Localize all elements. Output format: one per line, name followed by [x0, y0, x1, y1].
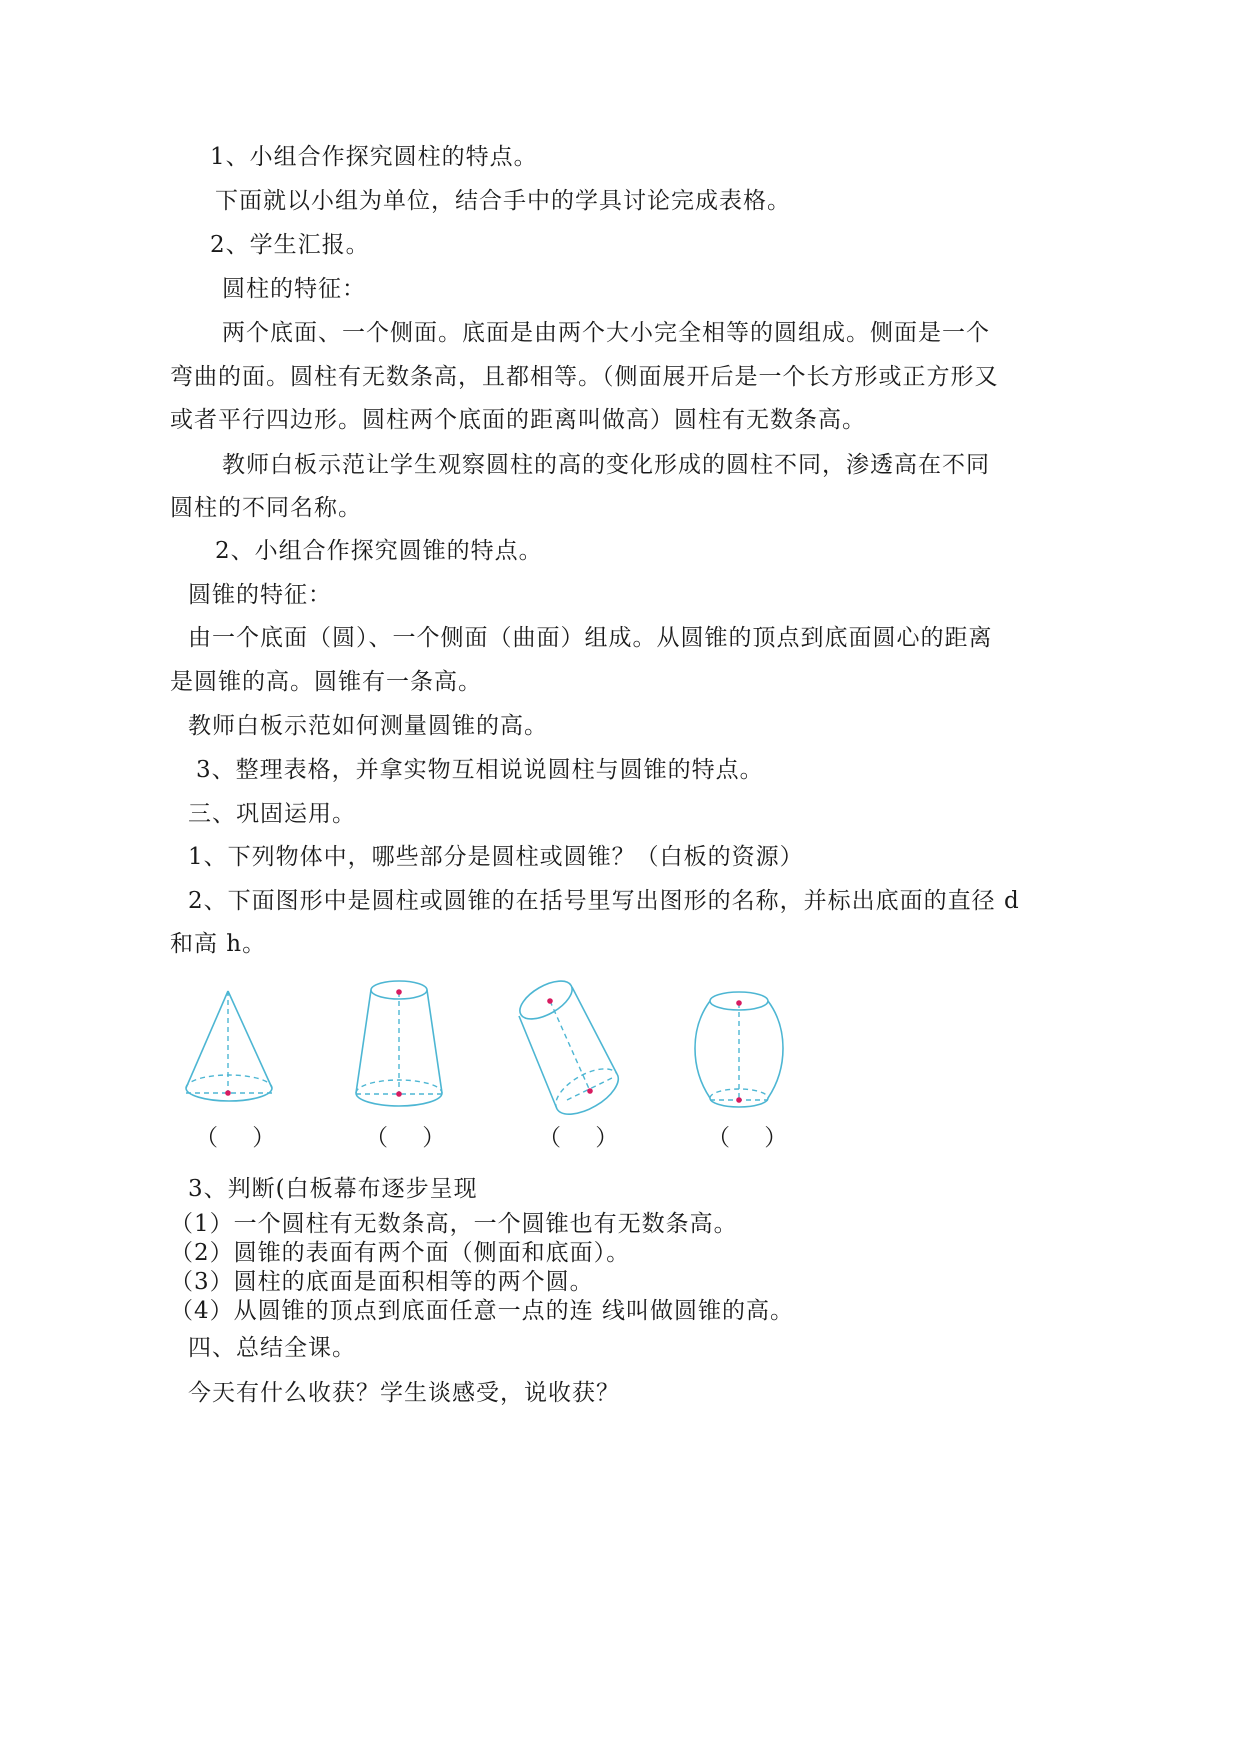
- text-line: 弯曲的面。圆柱有无数条高，且都相等。（侧面展开后是一个长方形或正方形又: [170, 364, 999, 390]
- text-line: 1、小组合作探究圆柱的特点。: [210, 144, 538, 170]
- cone-figure: [180, 985, 280, 1115]
- text-line: 教师白板示范如何测量圆锥的高。: [188, 713, 548, 739]
- judge-title: 3、判断(白板幕布逐步呈现: [188, 1176, 478, 1202]
- judge-item: （3）圆柱的底面是面积相等的两个圆。: [170, 1269, 594, 1295]
- text-line: 圆柱的不同名称。: [170, 495, 362, 521]
- text-line: 1、下列物体中，哪些部分是圆柱或圆锥？（白板的资源）: [188, 844, 804, 870]
- text-line: 由一个底面（圆）、一个侧面（曲面）组成。从圆锥的顶点到底面圆心的距离: [188, 625, 993, 651]
- text-line: 或者平行四边形。圆柱两个底面的距离叫做高）圆柱有无数条高。: [170, 407, 866, 433]
- text-line: 2、学生汇报。: [210, 232, 370, 258]
- text-line: 2、下面图形中是圆柱或圆锥的在括号里写出图形的名称，并标出底面的直径 d: [188, 888, 1020, 914]
- text-line: 2、小组合作探究圆锥的特点。: [215, 538, 543, 564]
- text-line: 是圆锥的高。圆锥有一条高。: [170, 669, 482, 695]
- text-line: 两个底面、一个侧面。底面是由两个大小完全相等的圆组成。侧面是一个: [222, 320, 990, 346]
- text-line: 教师白板示范让学生观察圆柱的高的变化形成的圆柱不同，渗透高在不同: [222, 452, 990, 478]
- answer-blank: （ ）: [195, 1125, 277, 1151]
- text-line: 3、整理表格，并拿实物互相说说圆柱与圆锥的特点。: [196, 757, 764, 783]
- frustum-figure: [350, 978, 450, 1118]
- answer-blank: （ ）: [707, 1125, 789, 1151]
- text-line: 和高 h。: [170, 931, 267, 957]
- text-line: 三、巩固运用。: [188, 801, 356, 827]
- summary-title: 四、总结全课。: [188, 1335, 356, 1361]
- judge-item: （1）一个圆柱有无数条高，一个圆锥也有无数条高。: [170, 1211, 738, 1237]
- text-line: 下面就以小组为单位，结合手中的学具讨论完成表格。: [215, 188, 791, 214]
- text-line: 圆柱的特征：: [222, 276, 366, 302]
- summary-text: 今天有什么收获？学生谈感受，说收获？: [188, 1380, 620, 1406]
- judge-item: （4）从圆锥的顶点到底面任意一点的连 线叫做圆锥的高。: [170, 1298, 794, 1324]
- text-line: 圆锥的特征：: [188, 582, 332, 608]
- barrel-figure: [690, 988, 790, 1118]
- tilted-cylinder-figure: [512, 975, 632, 1125]
- answer-blank: （ ）: [538, 1125, 620, 1151]
- answer-blank: （ ）: [365, 1125, 447, 1151]
- judge-item: （2）圆锥的表面有两个面（侧面和底面）。: [170, 1240, 631, 1266]
